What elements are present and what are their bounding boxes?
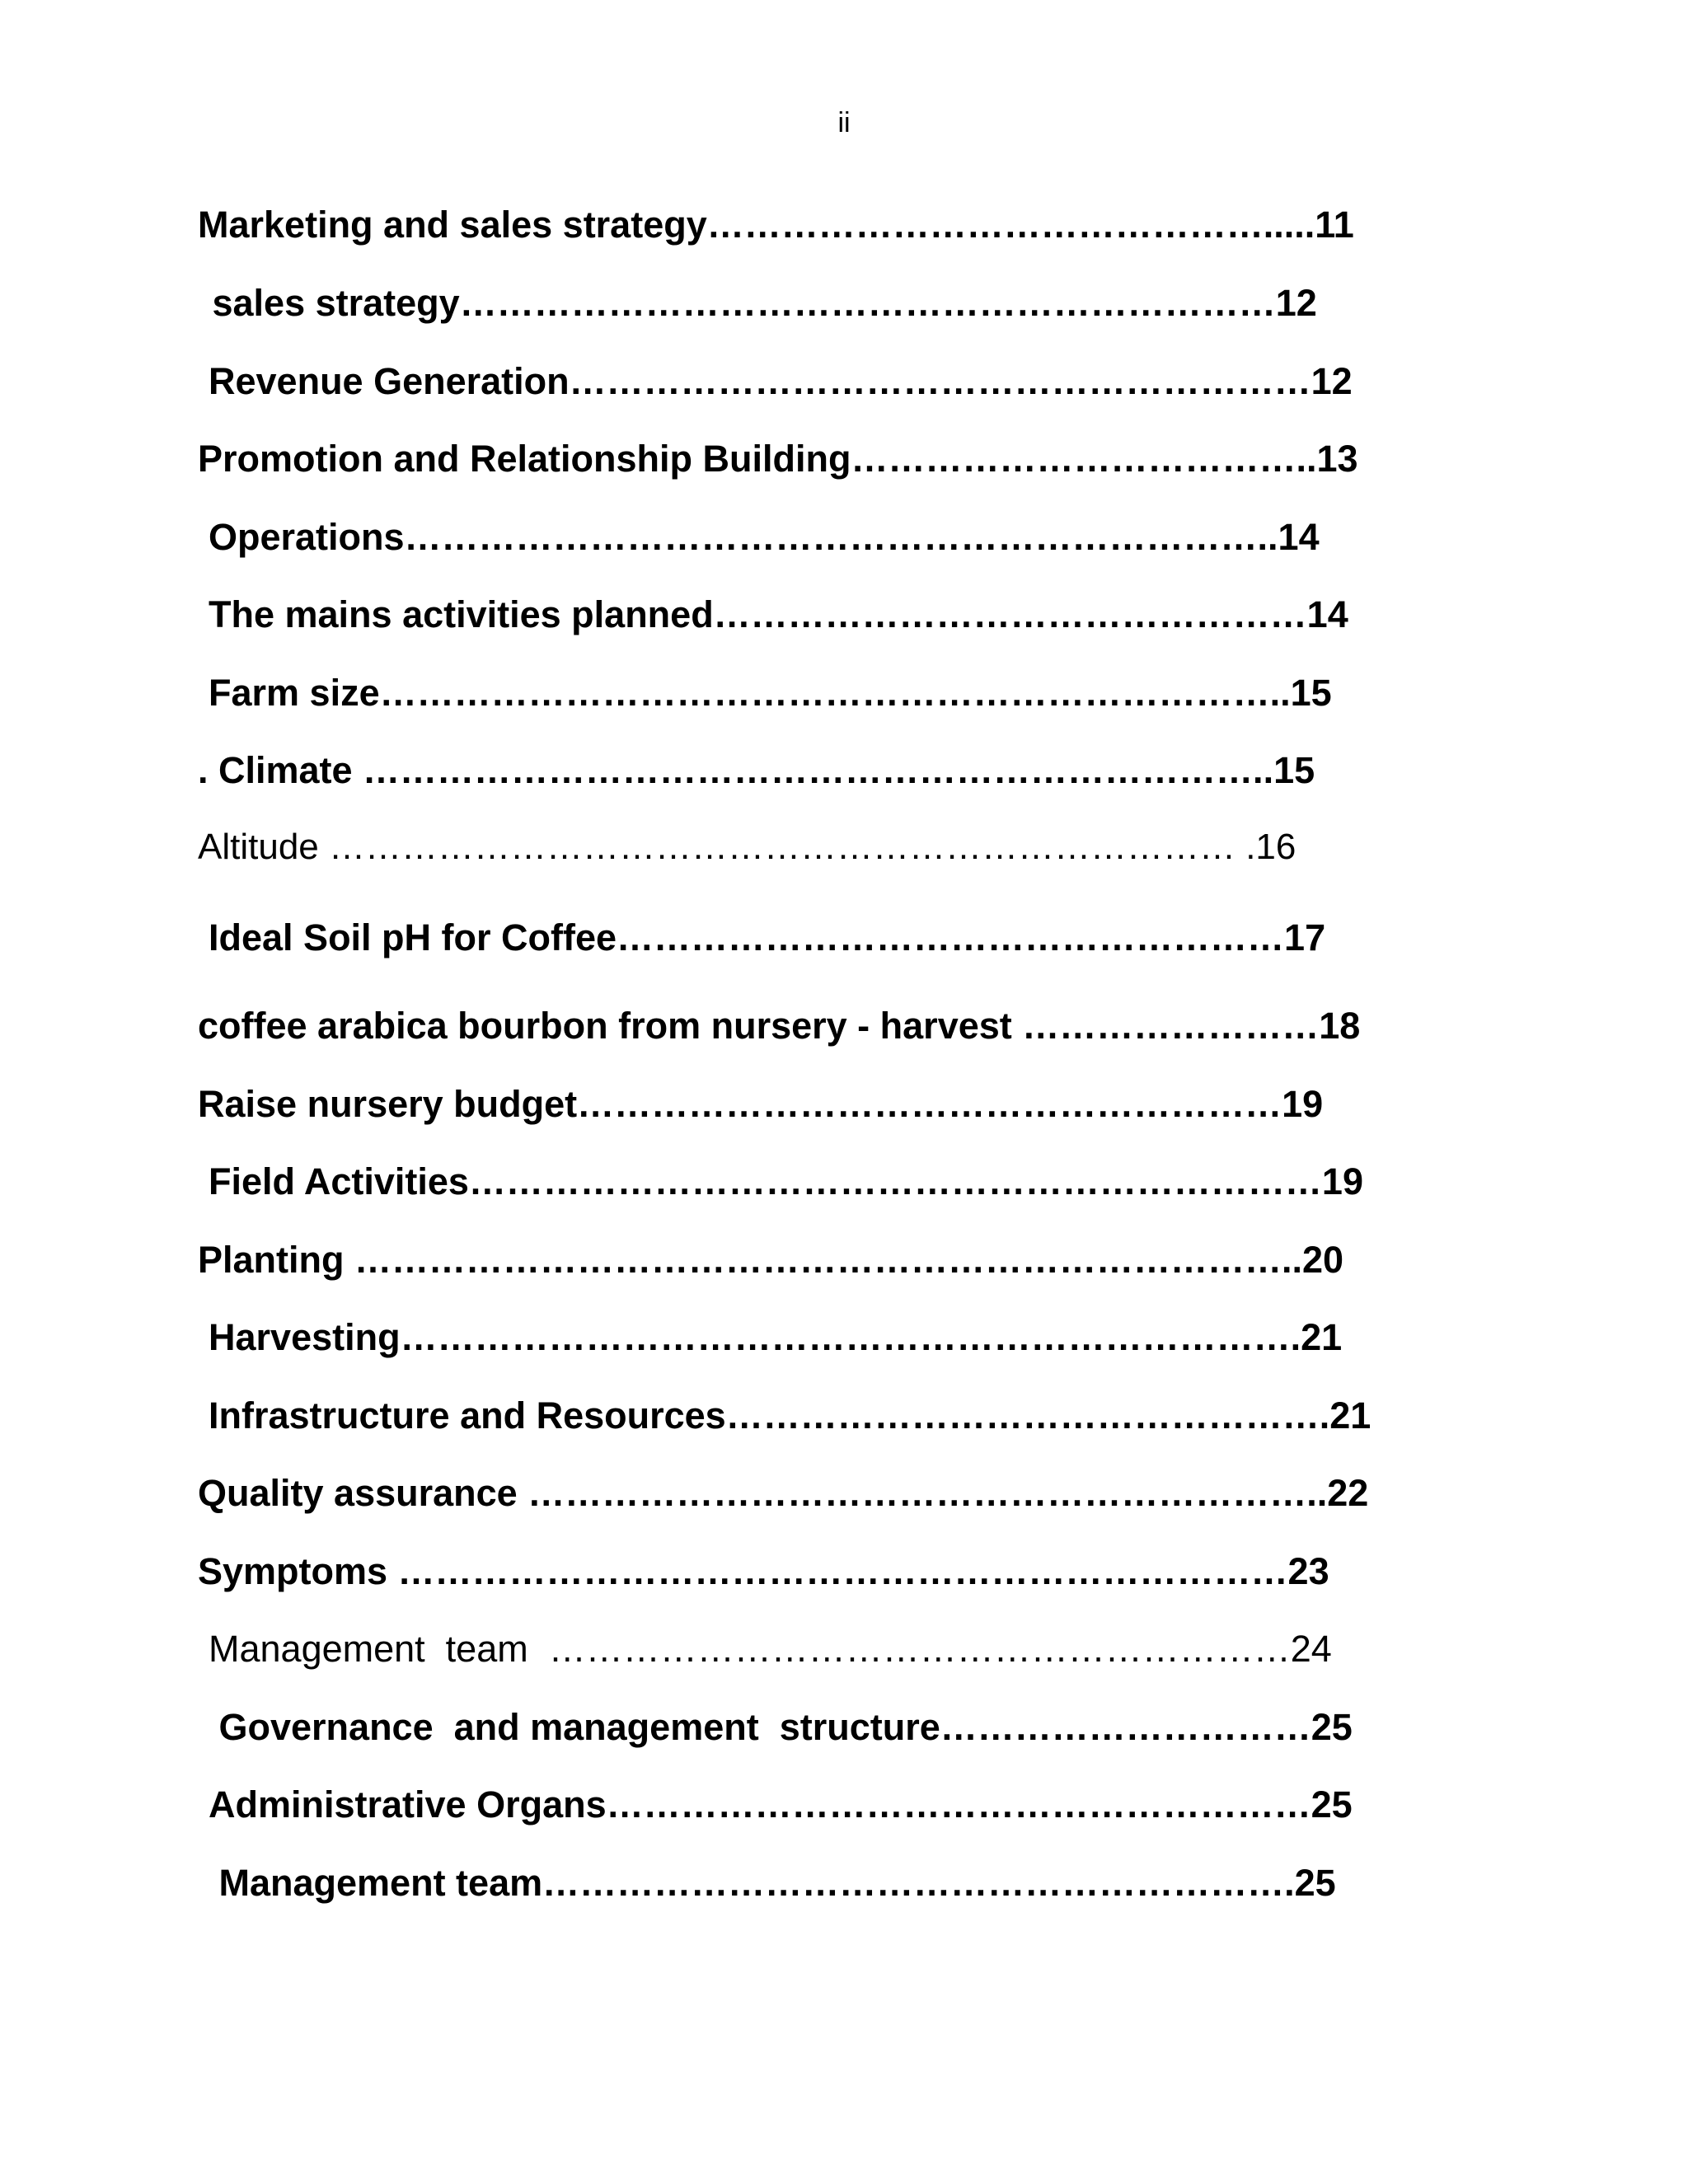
toc-entry: Management team…………………………………………………….25: [209, 1862, 1336, 1904]
toc-entry: Harvesting……………………………………………………………….21: [209, 1316, 1343, 1358]
toc-entry: Operations……………………………………………………………..14: [209, 516, 1320, 558]
toc-entry: Marketing and sales strategy……………………………………….....11: [198, 204, 1354, 246]
toc-entry: Raise nursery budget…………………………………………………19: [198, 1083, 1324, 1125]
toc-entry: coffee arabica bourbon from nursery - harvest ……………………18: [198, 1005, 1361, 1047]
toc-entry: Planting …………………………………………………………………..20: [198, 1239, 1344, 1281]
toc-entry: Infrastructure and Resources………………………………………….21: [209, 1394, 1372, 1436]
toc-entry: The mains activities planned…………………………………………14: [209, 593, 1348, 635]
toc-entry: Administrative Organs…………………………………………………25: [209, 1783, 1353, 1825]
toc-entry: Promotion and Relationship Building………………………………..13: [198, 438, 1358, 480]
toc-entry: sales strategy…………………………………………………………12: [202, 282, 1317, 324]
toc-entry: . Climate ………………………………………………………………..15: [198, 749, 1315, 791]
toc-entry: Governance and management structure…………………………25: [209, 1706, 1353, 1748]
toc-entry: Management team ……………………………………………………24: [209, 1628, 1332, 1670]
toc-entry: Symptoms ………………………………………………………………23: [198, 1550, 1329, 1592]
toc-entry: Field Activities……………………………………………………………19: [209, 1160, 1363, 1202]
toc-entry: Revenue Generation……………………………………………………12: [209, 360, 1353, 402]
page-number: ii: [837, 107, 851, 138]
toc-entry: Quality assurance ………………………………………………………..22: [198, 1472, 1369, 1514]
toc-entry: Farm size………………………………………………………………..15: [209, 672, 1332, 714]
toc-entry: Ideal Soil pH for Coffee………………………………………………17: [209, 916, 1326, 958]
toc-entry: Altitude ………………………………………………………………… .16: [198, 827, 1296, 867]
